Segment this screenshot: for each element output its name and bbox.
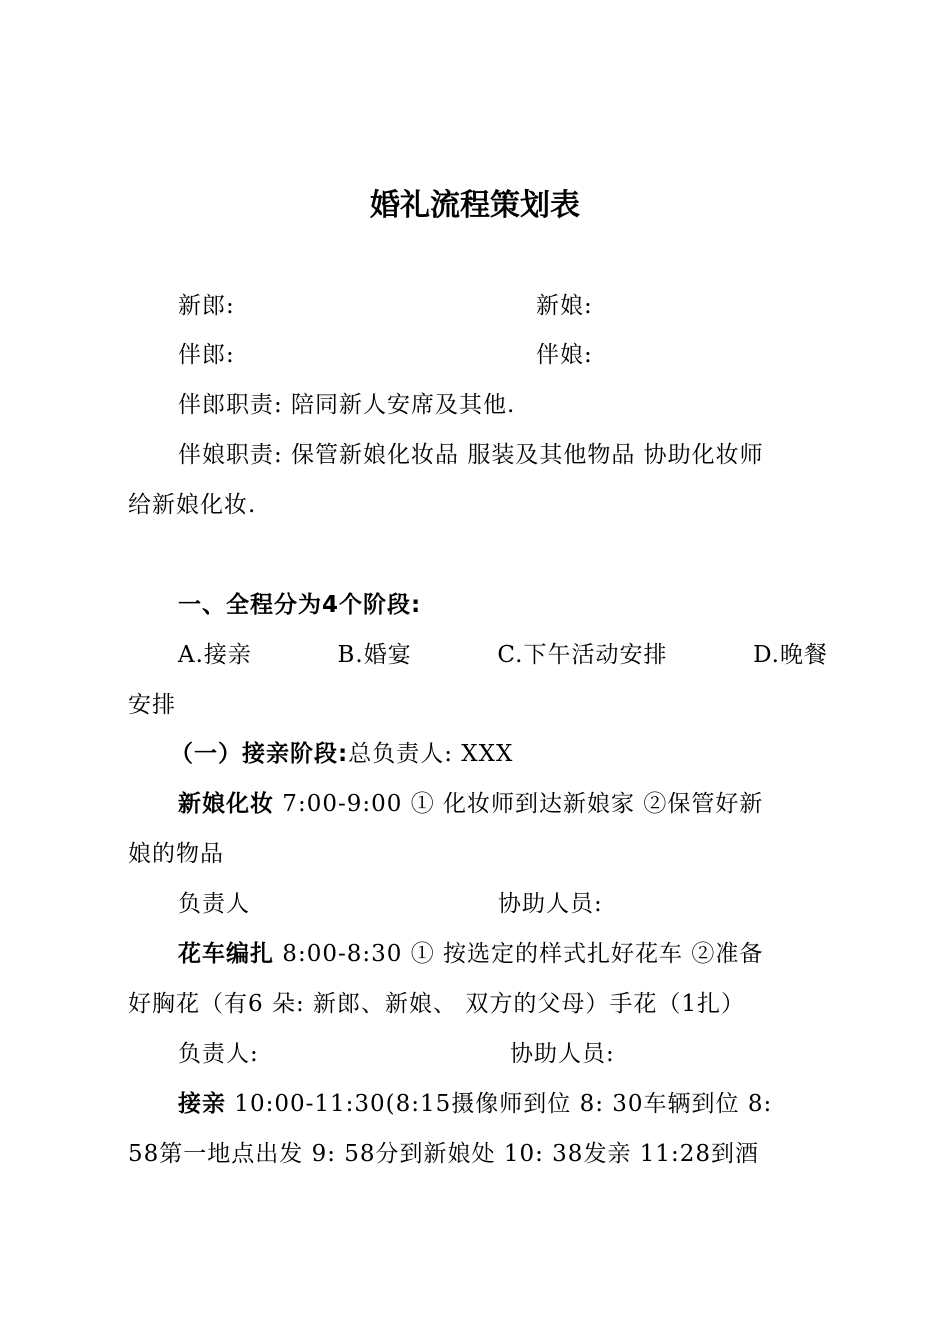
best-man-label: 伴郎: bbox=[178, 342, 235, 368]
pickup-label: 接亲 bbox=[178, 1091, 226, 1117]
stage-a: A.接亲 bbox=[178, 642, 252, 668]
makeup-line2: 娘的物品 bbox=[128, 841, 224, 867]
makeup-text: 7:00-9:00 ① 化妆师到达新娘家 ②保管好新 bbox=[274, 791, 764, 817]
makeup-assist: 协助人员: bbox=[498, 891, 603, 917]
car-line2: 好胸花（有6 朵: 新郎、新娘、 双方的父母）手花（1扎） bbox=[128, 991, 745, 1017]
car-line1 bbox=[178, 938, 763, 970]
bride-label: 新娘: bbox=[536, 293, 593, 319]
bridesmaid-duty-line1: 伴娘职责: 保管新娘化妆品 服装及其他物品 协助化妆师 bbox=[178, 442, 764, 468]
pickup-line2: 58第一地点出发 9: 58分到新娘处 10: 38发亲 11:28到酒 bbox=[128, 1141, 760, 1167]
car-assist: 协助人员: bbox=[510, 1041, 615, 1067]
stage-b: B.婚宴 bbox=[337, 642, 412, 668]
makeup-label: 新娘化妆 bbox=[178, 791, 274, 817]
car-label: 花车编扎 bbox=[178, 941, 274, 967]
page-title: 婚礼流程策划表 bbox=[370, 188, 580, 223]
best-man-duty: 伴郎职责: 陪同新人安席及其他. bbox=[178, 392, 516, 418]
subsection-heading bbox=[170, 738, 513, 770]
bridesmaid-duty-line2: 给新娘化妆. bbox=[128, 492, 257, 518]
stage-d-continuation: 安排 bbox=[128, 692, 176, 718]
makeup-line1 bbox=[178, 788, 763, 820]
stage-c: C.下午活动安排 bbox=[497, 642, 668, 668]
makeup-owner: 负责人 bbox=[178, 891, 250, 917]
car-owner: 负责人: bbox=[178, 1041, 259, 1067]
stage-d: D.晚餐 bbox=[753, 642, 828, 668]
stages-row bbox=[178, 639, 828, 671]
pickup-line1 bbox=[178, 1088, 772, 1120]
groom-label: 新郎: bbox=[178, 293, 235, 319]
subsection-title: （一）接亲阶段: bbox=[170, 741, 349, 767]
subsection-owner: 总负责人: XXX bbox=[348, 741, 514, 767]
bridesmaid-label: 伴娘: bbox=[536, 342, 593, 368]
pickup-text: 10:00-11:30(8:15摄像师到位 8: 30车辆到位 8: bbox=[226, 1091, 773, 1117]
car-text: 8:00-8:30 ① 按选定的样式扎好花车 ②准备 bbox=[274, 941, 764, 967]
section-heading: 一、全程分为4个阶段: bbox=[178, 592, 422, 618]
